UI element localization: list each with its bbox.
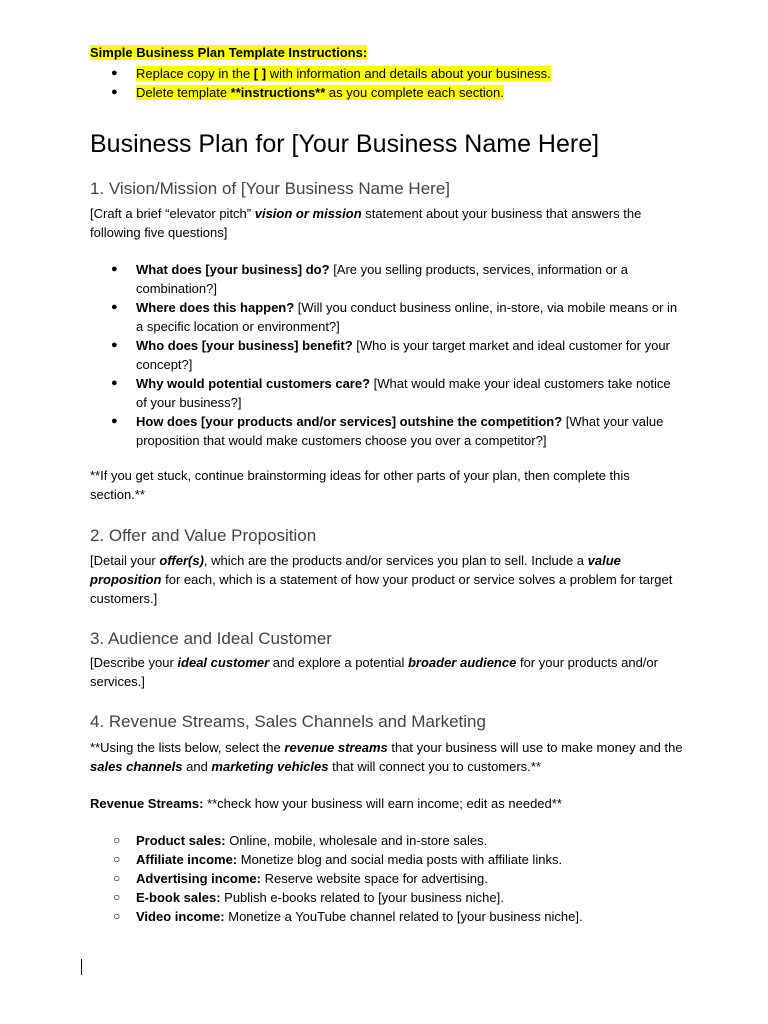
section-2-heading: 2. Offer and Value Proposition <box>90 526 317 545</box>
bullet-icon: ● <box>111 339 118 351</box>
text-cursor[interactable] <box>81 959 82 975</box>
section-4-intro: **Using the lists below, select the revenue streams that your business will use to make money and the sales channels and marketing vehicles that will connect you to customers.** <box>90 740 683 774</box>
instruction-item: ● Replace copy in the [ ] with information and details about your business. <box>111 66 551 81</box>
document-title: Business Plan for [Your Business Name Here] <box>90 130 600 158</box>
question-item: ● How does [your products and/or services] outshine the competition? [What your value proposition that would make customers choose you over a competitor?] <box>111 414 664 448</box>
bullet-icon: ● <box>111 301 118 313</box>
section-1-intro: [Craft a brief “elevator pitch” vision or mission statement about your business that answers the following five questions] <box>90 206 642 240</box>
revenue-stream-item: ○ Product sales: Online, mobile, wholesale and in-store sales. <box>113 833 488 848</box>
circle-bullet-icon: ○ <box>113 871 121 885</box>
circle-bullet-icon: ○ <box>113 909 121 923</box>
instructions-title: Simple Business Plan Template Instructions: <box>90 45 368 60</box>
revenue-stream-item: ○ Affiliate income: Monetize blog and social media posts with affiliate links. <box>113 852 563 867</box>
question-item: ● Who does [your business] benefit? [Who is your target market and ideal customer for your concept?] <box>111 338 670 372</box>
instruction-item: ● Delete template **instructions** as you complete each section. <box>111 85 504 100</box>
section-4-heading: 4. Revenue Streams, Sales Channels and Marketing <box>90 712 486 731</box>
bullet-icon: ● <box>111 263 118 275</box>
revenue-streams-list <box>90 831 684 926</box>
section-1-questions <box>90 260 684 450</box>
section-2-body: [Detail your offer(s), which are the products and/or services you plan to sell. Include a value proposition for each, which is a statement of how your product or service solves a problem for target customers.] <box>90 553 673 606</box>
question-item: ● What does [your business] do? [Are you selling products, services, information or a combination?] <box>111 262 628 296</box>
instructions-list <box>90 64 684 102</box>
bullet-icon: ● <box>111 415 118 427</box>
section-1-note: **If you get stuck, continue brainstorming ideas for other parts of your plan, then complete this section.** <box>90 468 630 502</box>
revenue-stream-item: ○ Advertising income: Reserve website space for advertising. <box>113 871 488 886</box>
bullet-icon: ● <box>111 377 118 389</box>
question-item: ● Where does this happen? [Will you conduct business online, in-store, via mobile means or in a specific location or environment?] <box>111 300 678 334</box>
revenue-streams-label: Revenue Streams: **check how your business will earn income; edit as needed** <box>90 796 562 811</box>
bullet-icon: ● <box>111 67 118 79</box>
section-3-heading: 3. Audience and Ideal Customer <box>90 629 332 648</box>
circle-bullet-icon: ○ <box>113 852 121 866</box>
question-item: ● Why would potential customers care? [What would make your ideal customers take notice of your business?] <box>111 376 671 410</box>
revenue-stream-item: ○ Video income: Monetize a YouTube channel related to [your business niche]. <box>113 909 583 924</box>
bullet-icon: ● <box>111 86 118 98</box>
section-3-body: [Describe your ideal customer and explore a potential broader audience for your products and/or services.] <box>90 655 658 689</box>
revenue-stream-item: ○ E-book sales: Publish e-books related to [your business niche]. <box>113 890 504 905</box>
circle-bullet-icon: ○ <box>113 890 121 904</box>
circle-bullet-icon: ○ <box>113 833 121 847</box>
section-1-heading: 1. Vision/Mission of [Your Business Name Here] <box>90 179 451 198</box>
